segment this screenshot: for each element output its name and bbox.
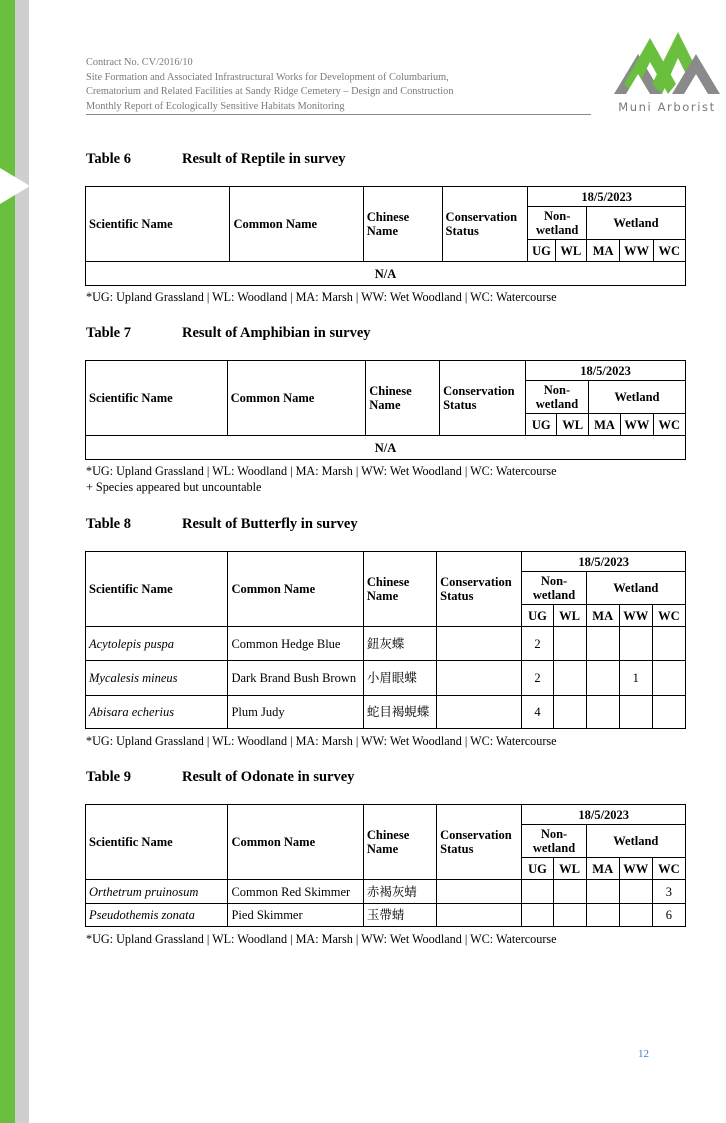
col-wetland: Wetland <box>586 825 685 858</box>
cell-chinese: 蛇目褐蜆蝶 <box>363 696 436 729</box>
logo-mark-icon <box>612 24 722 96</box>
cell-wl <box>553 661 586 696</box>
col-chinese-name: Chinese Name <box>363 552 436 627</box>
cell-ug <box>522 904 553 927</box>
col-wc: WC <box>653 414 685 436</box>
cell-wl <box>553 880 586 904</box>
cell-ma <box>586 661 619 696</box>
habitat-legend: *UG: Upland Grassland | WL: Woodland | MA: Marsh | WW: Wet Woodland | WC: Watercourse <box>86 932 557 946</box>
col-wl: WL <box>555 240 586 262</box>
odonate-table <box>85 804 686 927</box>
col-survey-date: 18/5/2023 <box>526 361 686 381</box>
cell-wc: 3 <box>652 880 685 904</box>
table-title: Result of Butterfly in survey <box>182 516 358 532</box>
cell-ug: 2 <box>522 661 553 696</box>
uncountable-note: + Species appeared but uncountable <box>86 480 262 494</box>
table-row <box>86 696 686 729</box>
table-row <box>86 627 686 661</box>
col-common-name: Common Name <box>228 805 363 880</box>
table-caption <box>86 151 346 168</box>
cell-ug: 4 <box>522 696 553 729</box>
table-row <box>86 904 686 927</box>
company-logo <box>612 24 722 124</box>
col-ma: MA <box>586 605 619 627</box>
col-chinese-name: Chinese Name <box>366 361 440 436</box>
cell-ww: 1 <box>619 661 652 696</box>
col-non-wetland: Non-wetland <box>528 207 587 240</box>
habitat-legend: *UG: Upland Grassland | WL: Woodland | MA: Marsh | WW: Wet Woodland | WC: Watercourse <box>86 464 557 478</box>
empty-result: N/A <box>86 436 686 460</box>
col-non-wetland: Non-wetland <box>522 825 586 858</box>
cell-common: Dark Brand Bush Brown <box>228 661 363 696</box>
cell-chinese: 鈕灰蝶 <box>363 627 436 661</box>
cell-wl <box>553 627 586 661</box>
col-non-wetland: Non-wetland <box>522 572 586 605</box>
reptile-table <box>85 186 686 286</box>
col-ma: MA <box>588 414 620 436</box>
col-common-name: Common Name <box>227 361 366 436</box>
cell-ww <box>619 880 652 904</box>
col-conservation-status: Conservation Status <box>437 552 522 627</box>
habitat-legend: *UG: Upland Grassland | WL: Woodland | MA: Marsh | WW: Wet Woodland | WC: Watercourse <box>86 290 557 304</box>
header-line: Crematorium and Related Facilities at Sandy Ridge Cemetery – Design and Construction <box>86 86 454 97</box>
col-ug: UG <box>522 605 553 627</box>
cell-wc <box>652 627 685 661</box>
cell-scientific: Pseudothemis zonata <box>86 904 228 927</box>
col-common-name: Common Name <box>230 187 363 262</box>
col-common-name: Common Name <box>228 552 363 627</box>
table-title: Result of Odonate in survey <box>182 769 355 785</box>
col-survey-date: 18/5/2023 <box>522 552 686 572</box>
cell-status <box>437 627 522 661</box>
butterfly-table <box>85 551 686 729</box>
col-ug: UG <box>522 858 553 880</box>
page-marker-notch <box>0 168 30 204</box>
cell-common: Pied Skimmer <box>228 904 363 927</box>
cell-status <box>437 661 522 696</box>
habitat-legend: *UG: Upland Grassland | WL: Woodland | MA: Marsh | WW: Wet Woodland | WC: Watercourse <box>86 734 557 748</box>
table-caption <box>86 325 371 342</box>
cell-ma <box>586 627 619 661</box>
cell-ww <box>619 904 652 927</box>
col-wc: WC <box>652 605 685 627</box>
col-wl: WL <box>553 605 586 627</box>
cell-ma <box>586 880 619 904</box>
cell-common: Plum Judy <box>228 696 363 729</box>
col-ww: WW <box>619 605 652 627</box>
cell-status <box>437 880 522 904</box>
cell-common: Common Red Skimmer <box>228 880 363 904</box>
col-wl: WL <box>557 414 588 436</box>
cell-scientific: Abisara echerius <box>86 696 228 729</box>
cell-scientific: Mycalesis mineus <box>86 661 228 696</box>
col-ma: MA <box>586 858 619 880</box>
cell-chinese: 玉帶蜻 <box>363 904 436 927</box>
cell-wl <box>553 696 586 729</box>
cell-status <box>437 696 522 729</box>
col-ww: WW <box>620 240 653 262</box>
cell-wc <box>652 696 685 729</box>
cell-wl <box>553 904 586 927</box>
document-header <box>86 56 591 114</box>
col-scientific-name: Scientific Name <box>86 805 228 880</box>
col-scientific-name: Scientific Name <box>86 187 230 262</box>
col-conservation-status: Conservation Status <box>442 187 528 262</box>
header-line: Contract No. CV/2016/10 <box>86 57 193 68</box>
header-line: Monthly Report of Ecologically Sensitive Habitats Monitoring <box>86 100 345 112</box>
col-non-wetland: Non-wetland <box>526 381 589 414</box>
col-wc: WC <box>653 240 685 262</box>
table-number: Table 8 <box>86 516 131 532</box>
table-number: Table 6 <box>86 151 131 167</box>
col-ug: UG <box>528 240 555 262</box>
header-rule <box>86 114 591 115</box>
col-scientific-name: Scientific Name <box>86 552 228 627</box>
table-row <box>86 880 686 904</box>
table-caption <box>86 769 354 786</box>
col-wetland: Wetland <box>586 572 685 605</box>
page-number: 12 <box>638 1048 649 1060</box>
table-title: Result of Reptile in survey <box>182 151 346 167</box>
header-line: Site Formation and Associated Infrastructural Works for Development of Columbarium, <box>86 71 449 83</box>
cell-ww <box>619 627 652 661</box>
cell-chinese: 赤褐灰蜻 <box>363 880 436 904</box>
cell-wc: 6 <box>652 904 685 927</box>
cell-ug: 2 <box>522 627 553 661</box>
col-survey-date: 18/5/2023 <box>528 187 686 207</box>
cell-common: Common Hedge Blue <box>228 627 363 661</box>
table-title: Result of Amphibian in survey <box>182 325 371 341</box>
col-scientific-name: Scientific Name <box>86 361 228 436</box>
cell-scientific: Orthetrum pruinosum <box>86 880 228 904</box>
col-wc: WC <box>652 858 685 880</box>
col-conservation-status: Conservation Status <box>440 361 526 436</box>
table-number: Table 7 <box>86 325 131 341</box>
cell-status <box>437 904 522 927</box>
col-chinese-name: Chinese Name <box>363 187 442 262</box>
amphibian-table <box>85 360 686 460</box>
table-number: Table 9 <box>86 769 131 785</box>
cell-ug <box>522 880 553 904</box>
cell-chinese: 小眉眼蝶 <box>363 661 436 696</box>
col-ug: UG <box>526 414 557 436</box>
cell-wc <box>652 661 685 696</box>
cell-ma <box>586 696 619 729</box>
col-wetland: Wetland <box>588 381 685 414</box>
col-survey-date: 18/5/2023 <box>522 805 686 825</box>
col-ww: WW <box>619 858 652 880</box>
col-chinese-name: Chinese Name <box>363 805 436 880</box>
cell-ww <box>619 696 652 729</box>
col-conservation-status: Conservation Status <box>437 805 522 880</box>
table-caption <box>86 516 358 533</box>
logo-text: Muni Arborist <box>618 100 716 114</box>
empty-result: N/A <box>86 262 686 286</box>
col-ww: WW <box>621 414 653 436</box>
table-row <box>86 661 686 696</box>
col-ma: MA <box>586 240 619 262</box>
cell-ma <box>586 904 619 927</box>
col-wetland: Wetland <box>586 207 685 240</box>
col-wl: WL <box>553 858 586 880</box>
cell-scientific: Acytolepis puspa <box>86 627 228 661</box>
